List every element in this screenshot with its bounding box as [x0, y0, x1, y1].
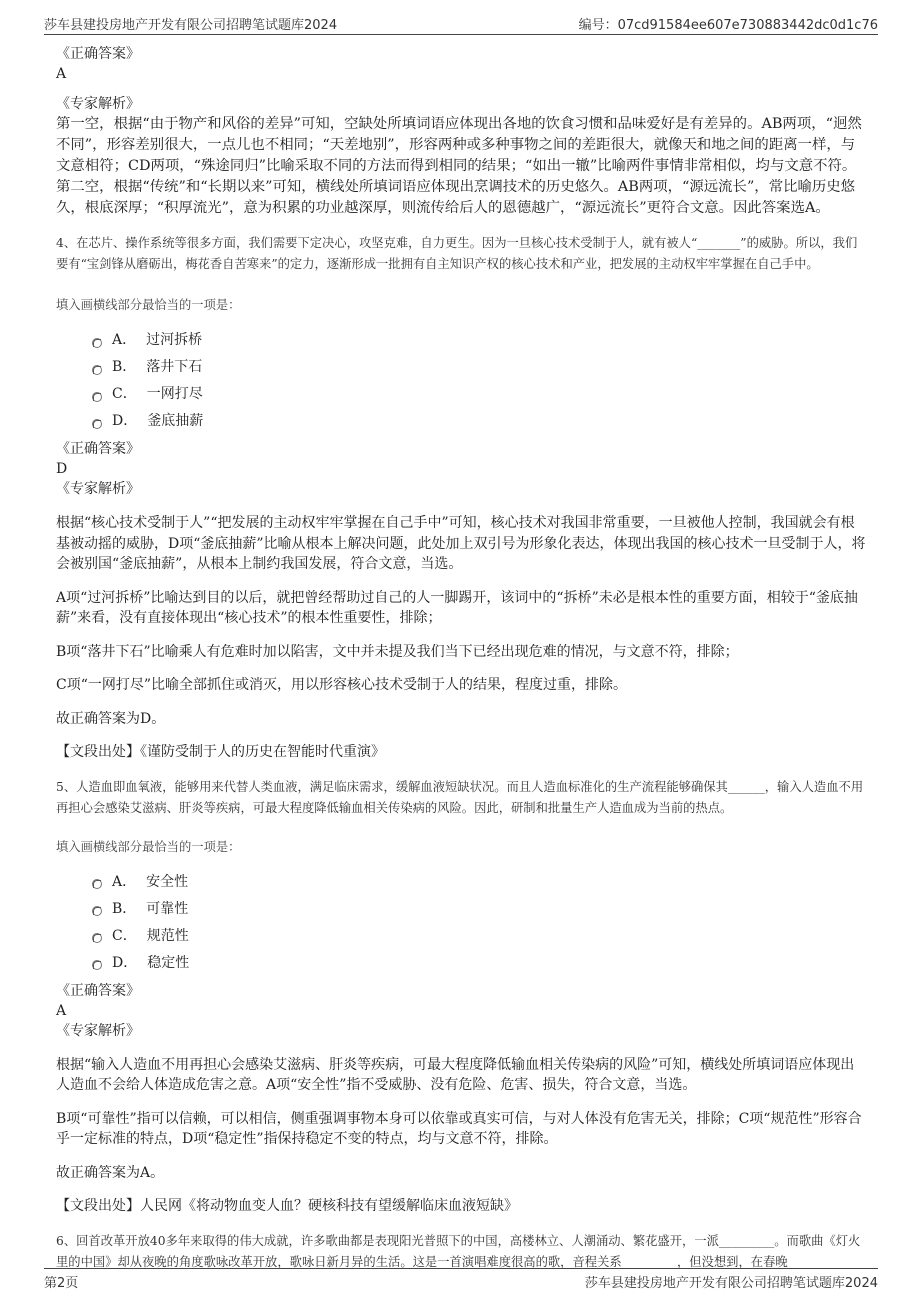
expert-analysis-label: 《专家解析》 [56, 1022, 140, 1039]
header-doc-id: 编号：07cd91584ee607e730883442dc0d1c76 [578, 18, 878, 33]
q4-fill-prompt: 填入画横线部分最恰当的一项是： [56, 298, 241, 312]
correct-answer-label: 《正确答案》 [56, 982, 140, 999]
q3-analysis: 第一空，根据“由于物产和风俗的差异”可知，空缺处所填词语应体现出各地的饮食习惯和品味爱好是有差异的。AB两项，“迥然不同”，形容差别很大，一点儿也不相同；“天差地别”，形容两种或多种事物之间的差距很大，就像天和地之间的距离一样，与文意相符；CD两项，“殊途同归”比喻采取不同的方法而得到相同的结果；“如出一辙”比喻两件事情非常相似，均与文意不符。第二空，根据“传统”和“长期以来”可知，横线处所填词语应体现出烹调技术的历史悠久。AB两项，“源远流长”，常比喻历史悠久，根底深厚；“积厚流光”，意为积累的功业越深厚，则流传给后人的恩德越广，“源远流长”更符合文意。因此答案选A。 [56, 116, 862, 216]
radio-icon[interactable] [92, 338, 102, 348]
q3-answer: A [56, 66, 67, 82]
radio-icon[interactable] [92, 419, 102, 429]
q5-analysis-paragraph: B项“可靠性”指可以信赖，可以相信，侧重强调事物本身可以依靠或真实可信，与对人体没有危害无关，排除；C项“规范性”形容合乎一定标准的特点，D项“稳定性”指保持稳定不变的特点，均与文意不符，排除。 [56, 1110, 862, 1147]
q5-option-d[interactable]: D． 稳定性 [92, 950, 866, 977]
footer-title: 莎车县建投房地产开发有限公司招聘笔试题库2024 [584, 1276, 878, 1291]
q4-question: 4、在芯片、操作系统等很多方面，我们需要下定决心，攻坚克难，自力更生。因为一旦核心技术受制于人，就有被人“_______”的威胁。所以，我们要有“宝剑锋从磨砺出，梅花香自苦寒来”的定力，逐渐形成一批拥有自主知识产权的核心技术和产业，把发展的主动权牢牢掌握在自己手中。 [56, 236, 858, 271]
page-footer [44, 1268, 878, 1291]
correct-answer-label: 《正确答案》 [56, 46, 140, 62]
q4-analysis-paragraph: 根据“核心技术受制于人”“把发展的主动权牢牢掌握在自己手中”可知，核心技术对我国非常重要，一旦被他人控制，我国就会有根基被动摇的威胁，D项“釜底抽薪”比喻从根本上解决问题，此处加上双引号为形象化表达，体现出我国的核心技术一旦受制于人，将会被别国“釜底抽薪”，从根本上制约我国发展，符合文意，当选。 [56, 515, 866, 572]
q5-question: 5、人造血即血氧液，能够用来代替人类血液，满足临床需求，缓解血液短缺状况。而且人造血标准化的生产流程能够确保其______，输入人造血不用再担心会感染艾滋病、肝炎等疾病，可最大程度降低输血相关传染病的风险。因此，研制和批量生产人造血成为当前的热点。 [56, 779, 864, 815]
q5-options [56, 869, 866, 977]
document-body [56, 44, 866, 1273]
q4-answer: D [56, 461, 68, 477]
radio-icon[interactable] [92, 906, 102, 916]
q4-analysis-paragraph: B项“落井下石”比喻乘人有危难时加以陷害，文中并未提及我们当下已经出现危难的情况，与文意不符，排除； [56, 643, 739, 660]
q4-analysis-paragraph: A项“过河拆桥”比喻达到目的以后，就把曾经帮助过自己的人一脚踢开，该词中的“拆桥”未必是根本性的重要方面，相较于“釜底抽薪”来看，没有直接体现出“核心技术”的根本性重要性，排除； [56, 589, 858, 626]
q4-options [56, 327, 866, 435]
q4-option-c[interactable]: C． 一网打尽 [92, 381, 866, 408]
q4-option-b[interactable]: B． 落井下石 [92, 354, 866, 381]
radio-icon[interactable] [92, 960, 102, 970]
page-header [44, 12, 878, 35]
q4-analysis-paragraph: C项“一网打尽”比喻全部抓住或消灭，用以形容核心技术受制于人的结果，程度过重，排除。 [56, 677, 628, 693]
expert-analysis-label: 《专家解析》 [56, 96, 140, 112]
q5-option-b[interactable]: B． 可靠性 [92, 896, 866, 923]
q5-source: 【文段出处】人民网《将动物血变人血？硬核科技有望缓解临床血液短缺》 [56, 1198, 518, 1214]
q5-fill-prompt: 填入画横线部分最恰当的一项是： [56, 839, 241, 854]
q6-question: 6、回首改革开放40多年来取得的伟大成就，许多歌曲都是表现阳光普照下的中国，高楼林立、人潮涌动、繁花盛开，一派_________。而歌曲《灯火里的中国》却从夜晚的角度歌咏改革开放，歌咏日新月异的生活。这是一首演唱难度很高的歌，音程关系_________，但没想到，在春晚 [56, 1233, 861, 1269]
expert-analysis-label: 《专家解析》 [56, 481, 140, 497]
q4-analysis-paragraph: 故正确答案为D。 [56, 710, 166, 727]
radio-icon[interactable] [92, 365, 102, 375]
correct-answer-label: 《正确答案》 [56, 441, 140, 457]
radio-icon[interactable] [92, 879, 102, 889]
q4-source: 【文段出处】《谨防受制于人的历史在智能时代重演》 [56, 744, 385, 760]
radio-icon[interactable] [92, 933, 102, 943]
q4-option-d[interactable]: D． 釜底抽薪 [92, 408, 866, 435]
q5-analysis-paragraph: 故正确答案为A。 [56, 1164, 165, 1181]
header-title: 莎车县建投房地产开发有限公司招聘笔试题库2024 [44, 18, 338, 33]
q5-answer: A [56, 1002, 67, 1019]
q5-analysis-paragraph: 根据“输入人造血不用再担心会感染艾滋病、肝炎等疾病，可最大程度降低输血相关传染病的风险”可知，横线处所填词语应体现出人造血不会给人体造成危害之意。A项“安全性”指不受威胁、没有危险、危害、损失，符合文意，当选。 [56, 1056, 855, 1093]
q5-option-a[interactable]: A． 安全性 [92, 869, 866, 896]
page-number: 第2页 [44, 1276, 79, 1291]
radio-icon[interactable] [92, 392, 102, 402]
q4-option-a[interactable]: A． 过河拆桥 [92, 327, 866, 354]
q5-option-c[interactable]: C． 规范性 [92, 923, 866, 950]
